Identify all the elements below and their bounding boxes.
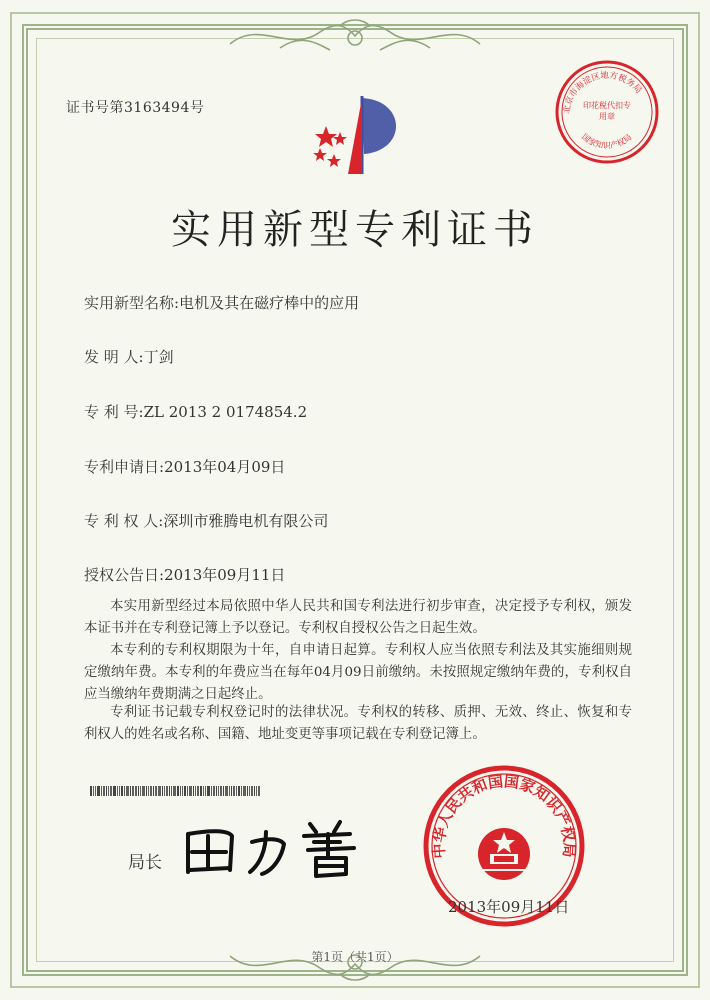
- barcode-bar: [211, 786, 212, 796]
- field-patent-number: [84, 401, 307, 422]
- field-patentee: [84, 510, 328, 531]
- field-value: 丁剑: [143, 348, 174, 366]
- paragraph-term: [84, 640, 632, 706]
- director-label: 局长: [128, 853, 162, 873]
- barcode-bar: [205, 786, 206, 796]
- field-utility-model-name: [84, 292, 359, 313]
- barcode-bar: [155, 786, 157, 796]
- issue-date: 2013年09月11日: [448, 898, 570, 916]
- certificate-number: 证书号第3163494号: [66, 100, 205, 116]
- barcode-bar: [101, 786, 102, 796]
- field-inventor: [84, 346, 174, 367]
- barcode-bar: [126, 786, 129, 796]
- barcode-bar: [93, 786, 94, 796]
- barcode-bar: [247, 786, 248, 796]
- tax-stamp-arc-text: 北京市海淀区地方税务局: [561, 70, 644, 115]
- barcode-bar: [200, 786, 202, 796]
- barcode-bar: [146, 786, 147, 796]
- field-label: 授权公告日:: [84, 566, 165, 584]
- field-label: 发 明 人:: [84, 348, 144, 366]
- barcode-bar: [231, 786, 232, 796]
- barcode-bar: [193, 786, 194, 796]
- barcode-bar: [220, 786, 222, 796]
- barcode-bar: [236, 786, 237, 796]
- barcode-bar: [162, 786, 163, 796]
- barcode-bar: [95, 786, 96, 796]
- paragraph-legal-status: [84, 702, 632, 746]
- barcode-bar: [223, 786, 224, 796]
- barcode-bar: [251, 786, 253, 796]
- barcode-bar: [148, 786, 149, 796]
- seal-arc-text: 中华人民共和国国家知识产权局: [429, 772, 579, 860]
- barcode-bar: [229, 786, 230, 796]
- barcode-bar: [97, 786, 100, 796]
- field-label: 实用新型名称:: [84, 294, 180, 312]
- barcode-bar: [180, 786, 181, 796]
- barcode-bar: [106, 786, 107, 796]
- barcode-bar: [124, 786, 125, 796]
- barcode-bar: [90, 786, 92, 796]
- field-label: 专利申请日:: [84, 458, 165, 476]
- patent-office-logo: [306, 90, 416, 180]
- barcode-bar: [113, 786, 116, 796]
- field-application-date: [84, 456, 285, 477]
- field-label: 专 利 权 人:: [84, 512, 164, 530]
- barcode-bar: [119, 786, 120, 796]
- barcode-bar: [150, 786, 152, 796]
- paragraph-examination: [84, 596, 632, 640]
- barcode-bar: [138, 786, 139, 796]
- tax-stamp-center-text: 印花税代扣专用章: [583, 101, 631, 121]
- field-grant-date: [84, 564, 285, 585]
- barcode-bar: [130, 786, 131, 796]
- barcode-bar: [197, 786, 199, 796]
- field-value: 深圳市雅腾电机有限公司: [163, 512, 329, 530]
- top-ornament: [220, 14, 490, 60]
- barcode-bar: [158, 786, 161, 796]
- barcode-bar: [254, 786, 255, 796]
- page-number: 第1页（共1页）: [311, 950, 399, 964]
- field-value: ZL 2013 2 0174854.2: [143, 403, 308, 421]
- barcode-bar: [216, 786, 217, 796]
- barcode-bar: [135, 786, 137, 796]
- barcode-bar: [117, 786, 118, 796]
- national-emblem-icon: [478, 828, 530, 880]
- barcode-bar: [173, 786, 176, 796]
- barcode-bar: [164, 786, 165, 796]
- tax-stamp: [553, 58, 661, 166]
- field-value: 2013年09月11日: [164, 566, 286, 584]
- barcode-bar: [153, 786, 154, 796]
- barcode-bar: [171, 786, 172, 796]
- barcode-bar: [177, 786, 179, 796]
- barcode-bar: [108, 786, 109, 796]
- field-value: 2013年04月09日: [164, 458, 286, 476]
- barcode-bar: [182, 786, 183, 796]
- barcode-bar: [218, 786, 219, 796]
- barcode-bar: [187, 786, 188, 796]
- paragraph-text: 专利证书记载专利权登记时的法律状况。专利权的转移、质押、无效、终止、恢复和专利权人的姓名或名称、国籍、地址变更等事项记载在专利登记簿上。: [84, 705, 632, 742]
- barcode-bar: [184, 786, 186, 796]
- director-signature: [170, 812, 370, 882]
- barcode-bar: [189, 786, 192, 796]
- barcode-bar: [258, 786, 260, 796]
- paragraph-text: 本专利的专利权期限为十年，自申请日起算。专利权人应当依照专利法及其实施细则规定缴纳年费。本专利的年费应当在每年04月09日前缴纳。未按照规定缴纳年费的，专利权自应当缴纳年费期满之日起终止。: [84, 643, 632, 702]
- barcode-bar: [140, 786, 141, 796]
- field-value: 电机及其在磁疗棒中的应用: [179, 294, 360, 312]
- certificate-title: 实用新型专利证书: [171, 207, 539, 253]
- barcode-bar: [142, 786, 145, 796]
- barcode-bar: [132, 786, 134, 796]
- field-label: 专 利 号:: [84, 403, 144, 421]
- barcode-bar: [166, 786, 168, 796]
- paragraph-text: 本实用新型经过本局依照中华人民共和国专利法进行初步审查，决定授予专利权，颁发本证书并在专利登记簿上予以登记。专利权自授权公告之日起生效。: [84, 599, 632, 636]
- svg-text:国家知识产权局: [580, 132, 633, 150]
- barcode-bar: [103, 786, 105, 796]
- barcode-bar: [249, 786, 250, 796]
- barcode-bar: [256, 786, 257, 796]
- barcode-bar: [213, 786, 215, 796]
- barcode-bar: [238, 786, 240, 796]
- barcode-bar: [233, 786, 235, 796]
- barcode-bar: [110, 786, 112, 796]
- barcode-bar: [203, 786, 204, 796]
- barcode-bar: [207, 786, 210, 796]
- barcode-bar: [241, 786, 242, 796]
- barcode-bar: [243, 786, 246, 796]
- barcode-bar: [225, 786, 228, 796]
- barcode: [90, 786, 330, 796]
- barcode-bar: [195, 786, 196, 796]
- barcode-bar: [169, 786, 170, 796]
- barcode-bar: [121, 786, 123, 796]
- tax-stamp-bottom-text: 国家知识产权局: [580, 132, 634, 151]
